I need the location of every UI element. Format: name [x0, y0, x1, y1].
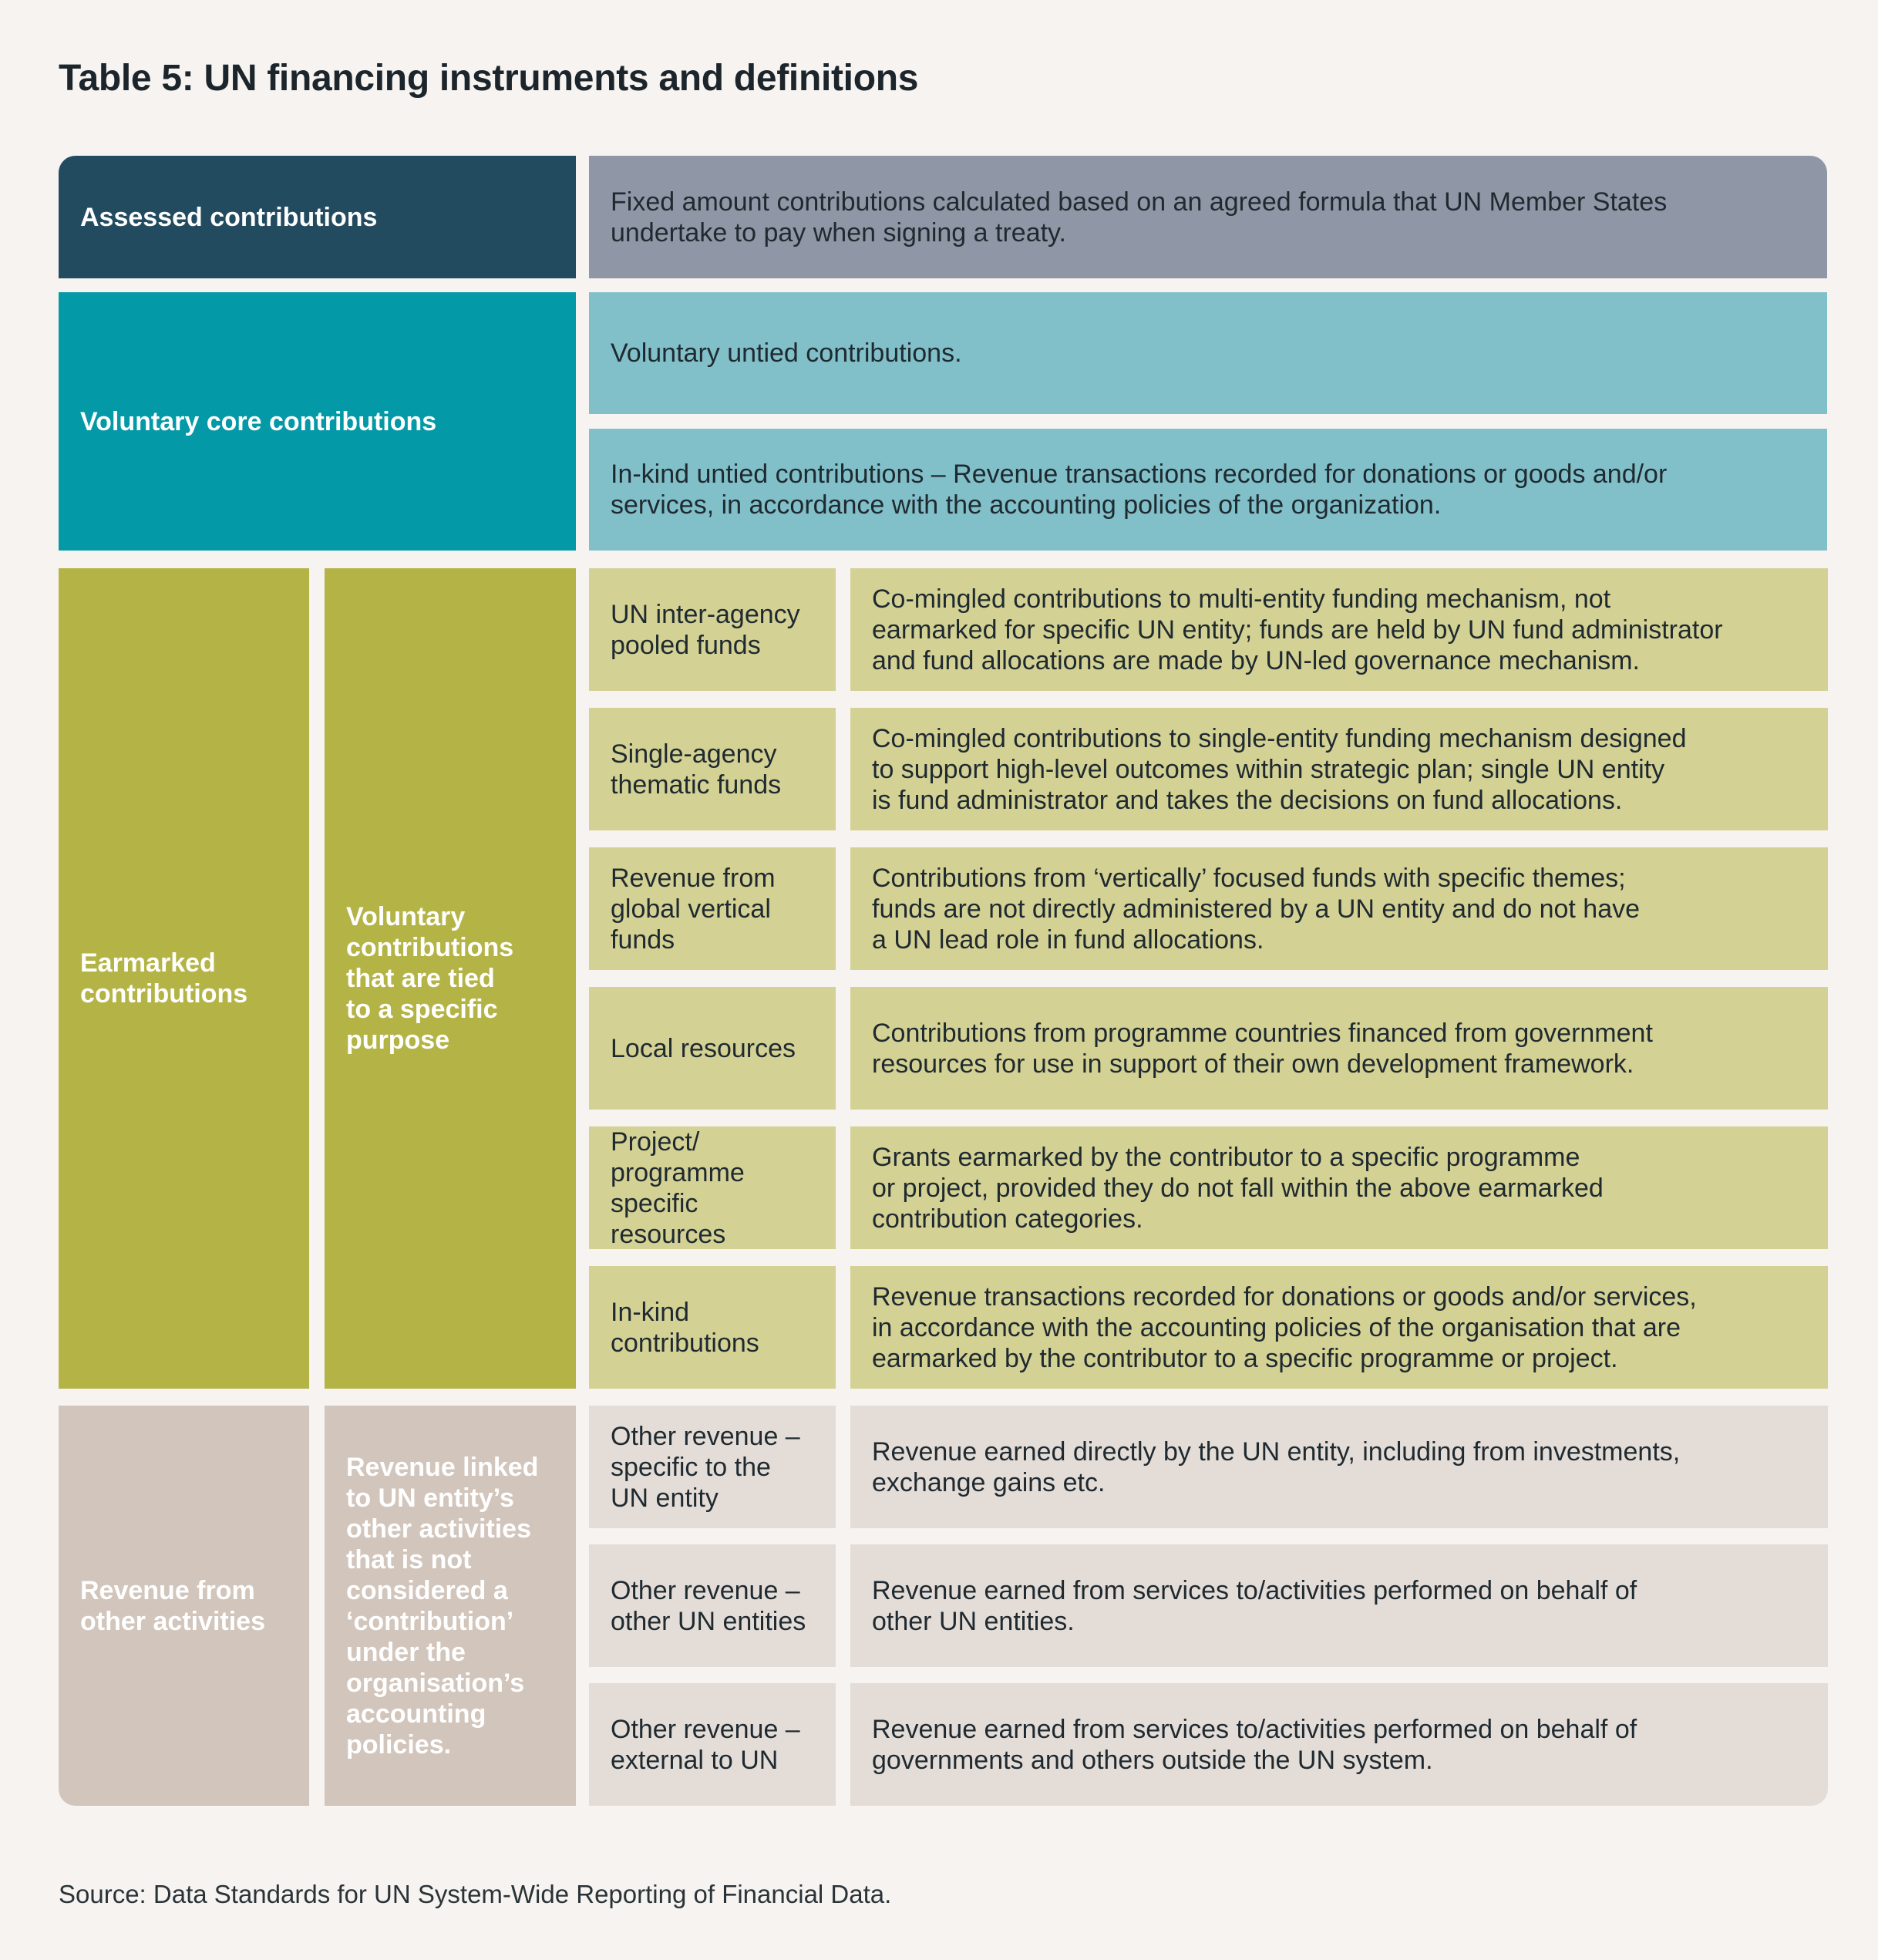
source-note: Source: Data Standards for UN System-Wide Reporting of Financial Data.	[59, 1880, 892, 1908]
item-definition: Co-mingled contributions to multi-entity funding mechanism, not earmarked for specific UN entity; funds are held by UN fund administrator and fund allocations are made by UN-led governance mechanism.	[850, 568, 1828, 691]
assessed-label: Assessed contributions	[59, 156, 576, 278]
revenue-label: Revenue from other activities	[59, 1406, 309, 1806]
item-name: Local resources	[589, 987, 836, 1110]
assessed-definition: Fixed amount contributions calculated based on an agreed formula that UN Member States undertake to pay when signing a treaty.	[589, 156, 1827, 278]
item-name: Single-agency thematic funds	[589, 708, 836, 830]
item-name: Project/ programme specific resources	[589, 1126, 836, 1249]
core-definition-untied: Voluntary untied contributions.	[589, 292, 1827, 414]
item-name: Other revenue – specific to the UN entity	[589, 1406, 836, 1528]
item-name: In-kind contributions	[589, 1266, 836, 1389]
item-definition: Revenue earned from services to/activities performed on behalf of governments and others outside the UN system.	[850, 1683, 1828, 1806]
revenue-sub-label: Revenue linked to UN entity’s other activities that is not considered a ‘contribution’ under the organisation’s accounting policies.	[325, 1406, 576, 1806]
item-definition: Revenue transactions recorded for donations or goods and/or services, in accordance with the accounting policies of the organisation that are earmarked by the contributor to a specific programme or project.	[850, 1266, 1828, 1389]
item-definition: Contributions from ‘vertically’ focused funds with specific themes; funds are not directly administered by a UN entity and do not have a UN lead role in fund allocations.	[850, 847, 1828, 970]
core-definition-in-kind: In-kind untied contributions – Revenue transactions recorded for donations or goods and/or services, in accordance with the accounting policies of the organization.	[589, 429, 1827, 551]
core-label: Voluntary core contributions	[59, 292, 576, 551]
item-definition: Revenue earned from services to/activities performed on behalf of other UN entities.	[850, 1544, 1828, 1667]
item-name: UN inter-agency pooled funds	[589, 568, 836, 691]
item-name: Revenue from global vertical funds	[589, 847, 836, 970]
item-name: Other revenue – external to UN	[589, 1683, 836, 1806]
item-definition: Contributions from programme countries financed from government resources for use in support of their own development framework.	[850, 987, 1828, 1110]
item-name: Other revenue – other UN entities	[589, 1544, 836, 1667]
item-definition: Co-mingled contributions to single-entity funding mechanism designed to support high-level outcomes within strategic plan; single UN entity is fund administrator and takes the decisions on fund allocations.	[850, 708, 1828, 830]
earmarked-label: Earmarked contributions	[59, 568, 309, 1389]
earmarked-sub-label: Voluntary contributions that are tied to a specific purpose	[325, 568, 576, 1389]
table-title: Table 5: UN financing instruments and definitions	[59, 58, 919, 99]
item-definition: Revenue earned directly by the UN entity, including from investments, exchange gains etc.	[850, 1406, 1828, 1528]
item-definition: Grants earmarked by the contributor to a specific programme or project, provided they do not fall within the above earmarked contribution categories.	[850, 1126, 1828, 1249]
